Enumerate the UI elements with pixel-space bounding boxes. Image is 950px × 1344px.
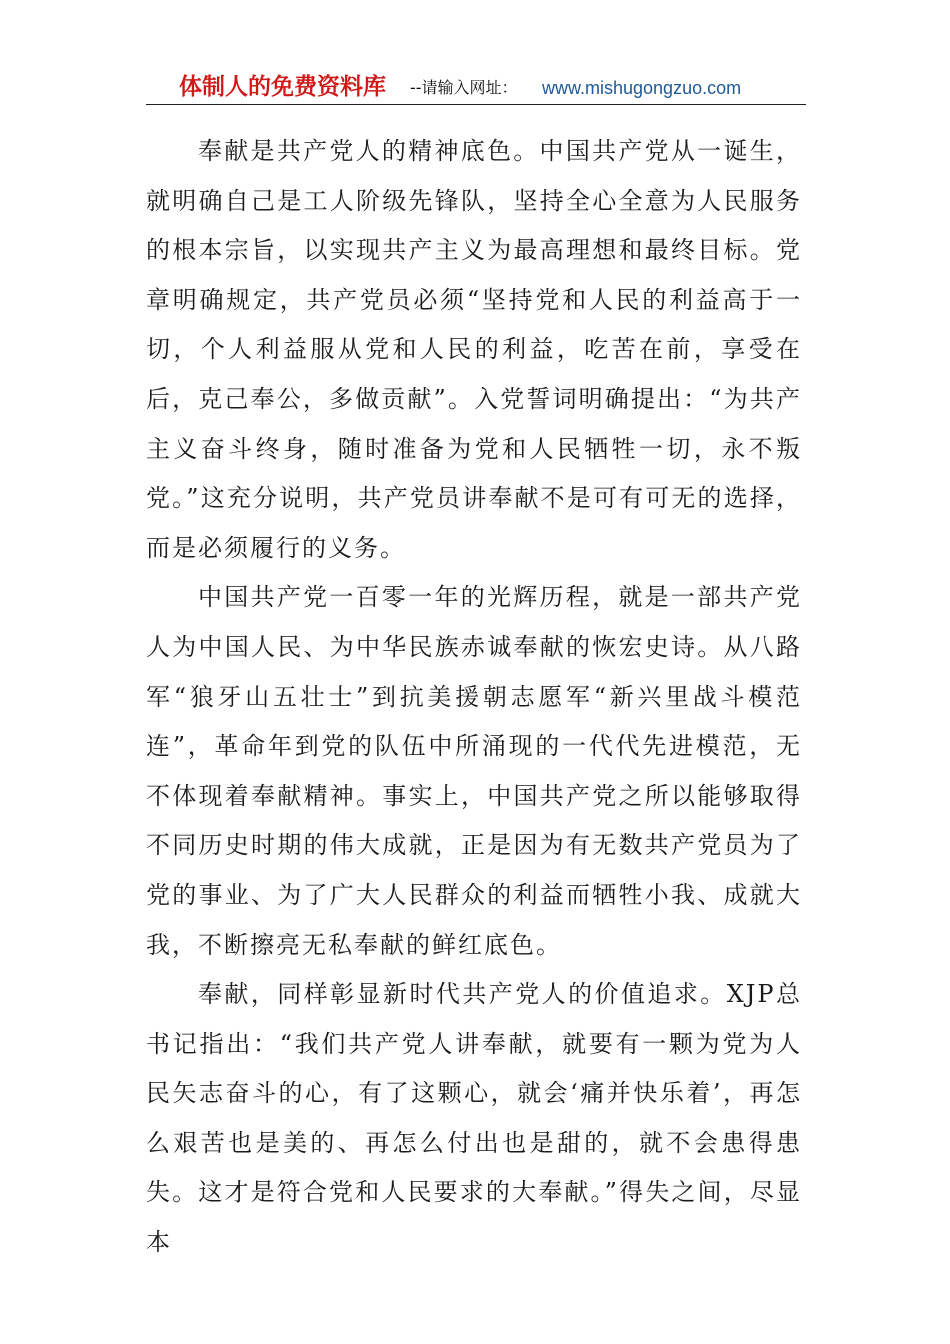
url-prompt: --请输入网址：	[410, 78, 518, 97]
site-brand: 体制人的免费资料库	[179, 74, 386, 100]
paragraph-1: 奉献是共产党人的精神底色。中国共产党从一诞生，就明确自己是工人阶级先锋队，坚持全心全意为人民服务的根本宗旨，以实现共产主义为最高理想和最终目标。党章明确规定，共产党员必须“坚持党和人民的利益高于一切，个人利益服从党和人民的利益，吃苦在前，享受在后，克己奉公，多做贡献”。入党誓词明确提出：“为共产主义奋斗终身，随时准备为党和人民牺牲一切，永不叛党。”这充分说明，共产党员讲奉献不是可有可无的选择，而是必须履行的义务。	[146, 137, 802, 562]
page-header	[146, 72, 806, 105]
site-url-link[interactable]: www.mishugongzuo.com	[542, 78, 742, 98]
document-body	[146, 127, 802, 1268]
paragraph-3: 奉献，同样彰显新时代共产党人的价值追求。XJP总书记指出：“我们共产党人讲奉献，就要有一颗为党为人民矢志奋斗的心，有了这颗心，就会‘痛并快乐着’，再怎么艰苦也是美的、再怎么付出也是甜的，就不会患得患失。这才是符合党和人民要求的大奉献。”得失之间，尽显本	[146, 980, 802, 1257]
paragraph-2: 中国共产党一百零一年的光辉历程，就是一部共产党人为中国人民、为中华民族赤诚奉献的恢宏史诗。从八路军“狼牙山五壮士”到抗美援朝志愿军“新兴里战斗模范连”，革命年到党的队伍中所涌现的一代代先进模范，无不体现着奉献精神。事实上，中国共产党之所以能够取得不同历史时期的伟大成就，正是因为有无数共产党员为了党的事业、为了广大人民群众的利益而牺牲小我、成就大我，不断擦亮无私奉献的鲜红底色。	[146, 583, 802, 959]
